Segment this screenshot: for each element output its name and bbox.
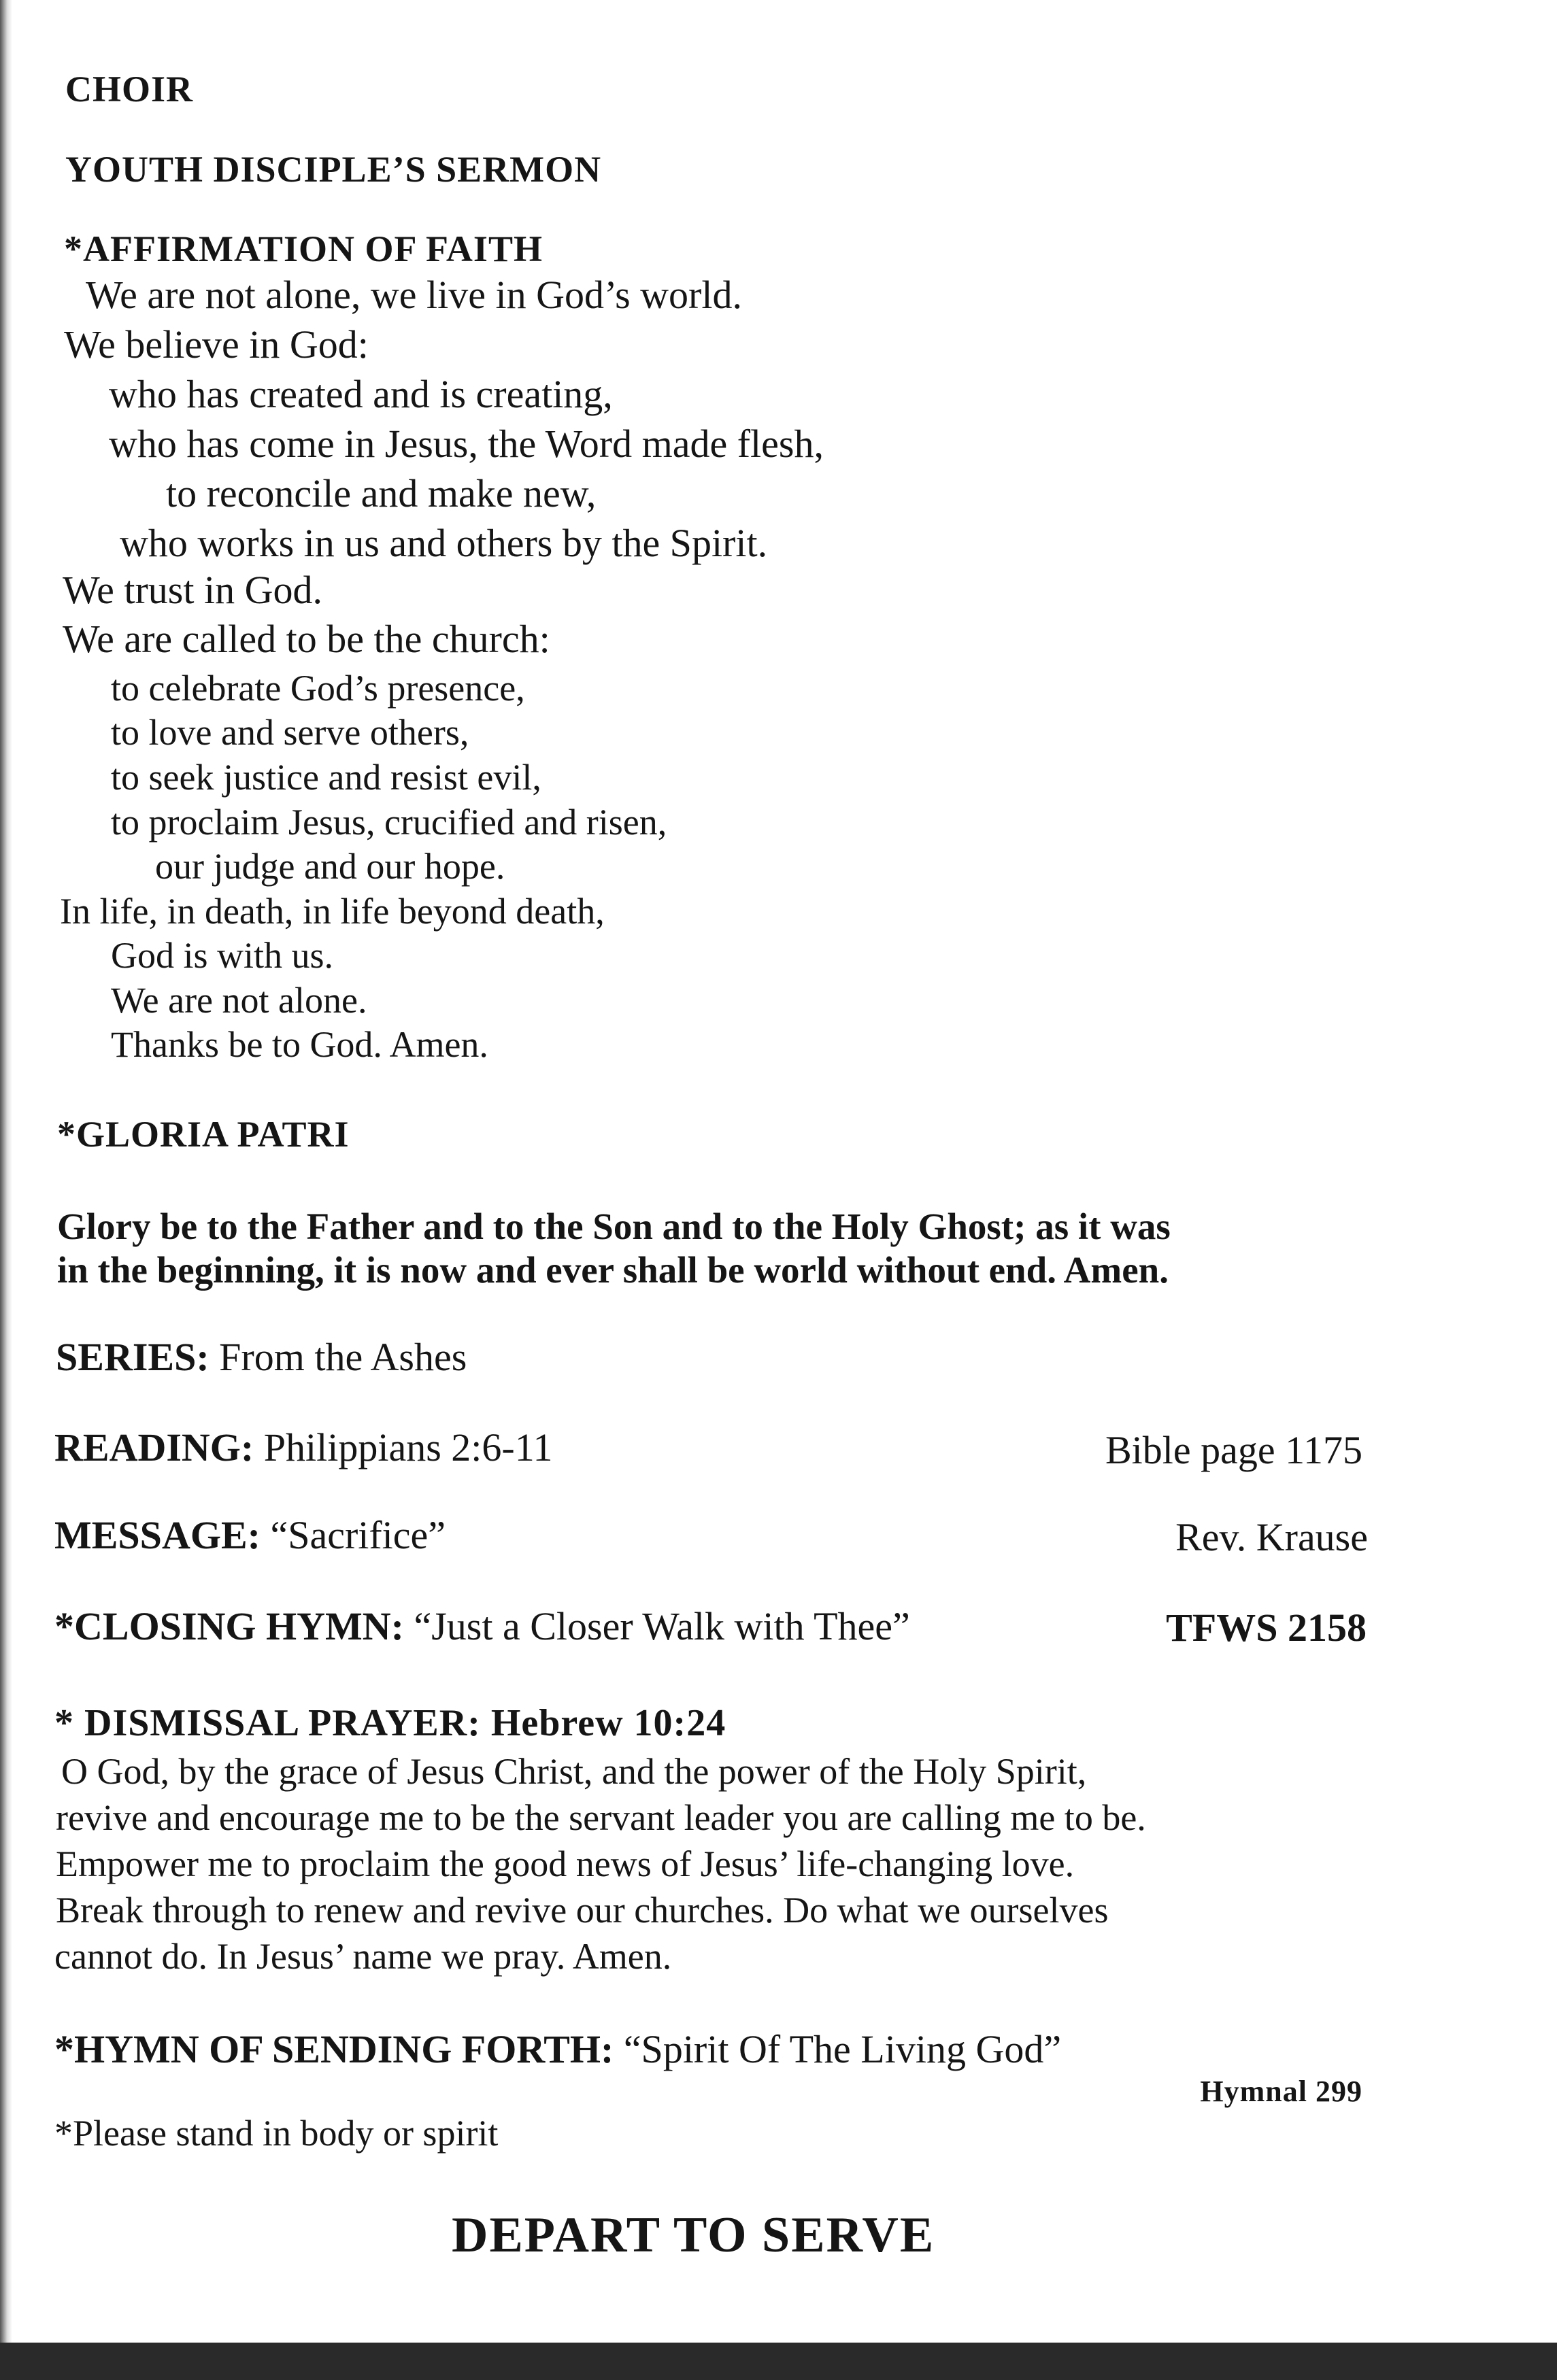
affirmation-line: to seek justice and resist evil, xyxy=(111,757,541,798)
affirmation-line: We are not alone. xyxy=(111,980,367,1021)
reading-page-reference: Bible page 1175 xyxy=(1105,1428,1362,1472)
gloria-text-line: in the beginning, it is now and ever shall be world without end. Amen. xyxy=(57,1249,1169,1291)
gloria-heading: *GLORIA PATRI xyxy=(57,1114,350,1155)
affirmation-line: Thanks be to God. Amen. xyxy=(111,1024,488,1065)
sending-hymn-line xyxy=(54,2027,1062,2071)
affirmation-line: We believe in God: xyxy=(64,322,369,367)
reading-label: READING: xyxy=(54,1425,254,1469)
affirmation-line: to love and serve others, xyxy=(111,712,469,753)
closing-hymn-line xyxy=(54,1604,910,1648)
closing-hymn-number: TFWS 2158 xyxy=(1166,1605,1367,1650)
affirmation-line: We are not alone, we live in God’s world. xyxy=(86,273,742,317)
gloria-text-line: Glory be to the Father and to the Son and to the Holy Ghost; as it was xyxy=(57,1206,1171,1247)
affirmation-heading: *AFFIRMATION OF FAITH xyxy=(64,228,543,269)
message-preacher: Rev. Krause xyxy=(1175,1515,1368,1559)
affirmation-line: our judge and our hope. xyxy=(155,846,505,887)
sending-hymn-title: “Spirit Of The Living God” xyxy=(623,2027,1062,2071)
dismissal-heading: * DISMISSAL PRAYER: Hebrew 10:24 xyxy=(54,1702,726,1744)
affirmation-line: who has come in Jesus, the Word made flesh, xyxy=(109,422,824,466)
message-value: “Sacrifice” xyxy=(270,1513,446,1557)
youth-sermon-heading: YOUTH DISCIPLE’S SERMON xyxy=(65,149,602,190)
affirmation-line: who has created and is creating, xyxy=(109,372,613,416)
affirmation-line: We trust in God. xyxy=(63,568,322,612)
message-label: MESSAGE: xyxy=(54,1513,261,1557)
depart-heading: DEPART TO SERVE xyxy=(452,2207,935,2263)
closing-hymn-title: “Just a Closer Walk with Thee” xyxy=(414,1604,910,1648)
dismissal-prayer-line: revive and encourage me to be the servant leader you are calling me to be. xyxy=(56,1797,1146,1838)
reading-line xyxy=(54,1425,553,1469)
message-line xyxy=(54,1513,446,1557)
page-edge-shadow xyxy=(0,0,12,2343)
dismissal-prayer-line: Break through to renew and revive our churches. Do what we ourselves xyxy=(56,1890,1109,1931)
sending-hymn-number: Hymnal 299 xyxy=(1200,2075,1362,2108)
affirmation-line: In life, in death, in life beyond death, xyxy=(60,891,605,932)
choir-heading: CHOIR xyxy=(65,69,194,109)
reading-value: Philippians 2:6-11 xyxy=(263,1425,553,1469)
affirmation-line: to celebrate God’s presence, xyxy=(111,668,525,709)
series-line xyxy=(56,1335,467,1379)
affirmation-line: who works in us and others by the Spirit. xyxy=(120,521,768,565)
affirmation-line: to proclaim Jesus, crucified and risen, xyxy=(111,802,667,843)
stand-note: *Please stand in body or spirit xyxy=(54,2113,499,2154)
dismissal-prayer-line: Empower me to proclaim the good news of Jesus’ life-changing love. xyxy=(56,1843,1075,1884)
series-value: From the Ashes xyxy=(219,1335,467,1379)
dismissal-prayer-line: cannot do. In Jesus’ name we pray. Amen. xyxy=(54,1936,672,1977)
dismissal-prayer-line: O God, by the grace of Jesus Christ, and the power of the Holy Spirit, xyxy=(61,1751,1087,1792)
sending-hymn-label: *HYMN OF SENDING FORTH: xyxy=(54,2027,614,2071)
closing-hymn-label: *CLOSING HYMN: xyxy=(54,1604,404,1648)
series-label: SERIES: xyxy=(56,1335,210,1379)
affirmation-line: We are called to be the church: xyxy=(63,617,550,661)
affirmation-line: to reconcile and make new, xyxy=(166,471,597,515)
affirmation-line: God is with us. xyxy=(111,935,334,976)
